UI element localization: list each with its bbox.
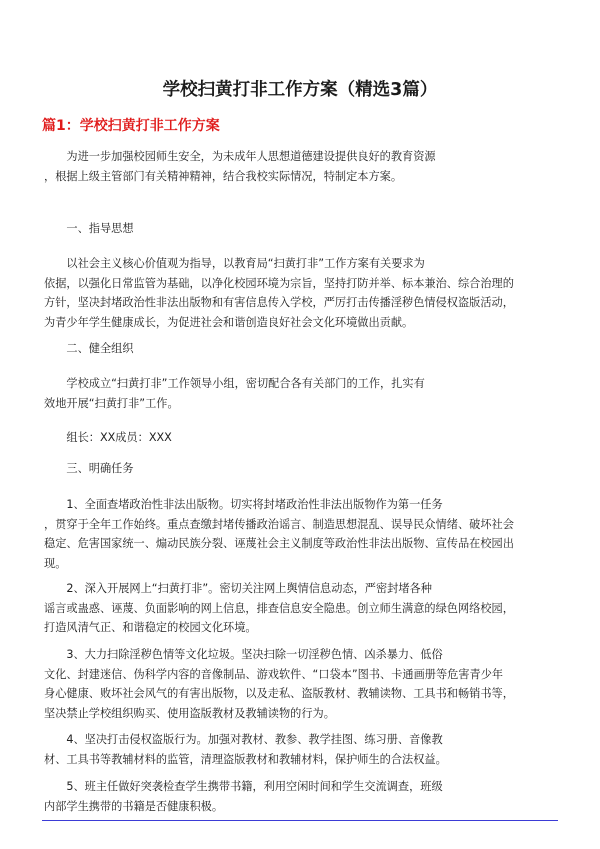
text-line: 4、坚决打击侵权盗版行为。加强对教材、教参、教学挂图、练习册、音像教 xyxy=(44,733,443,746)
paragraph-task-2 xyxy=(44,579,564,638)
text-line: 组长：XX成员：XXX xyxy=(44,431,172,444)
paragraph-task-3 xyxy=(44,645,564,723)
text-line: 效地开展“扫黄打非”工作。 xyxy=(44,396,179,410)
text-line: 依据，以强化日常监管为基础，以净化校园环境为宗旨，坚持打防并举、标本兼治、综合治理的 xyxy=(44,276,514,290)
text-line: 文化、封建迷信、伪科学内容的音像制品、游戏软件、“口袋本”图书、卡通画册等危害青少年 xyxy=(44,667,504,681)
paragraph-task-5 xyxy=(44,777,564,816)
text-line: 1、全面查堵政治性非法出版物。切实将封堵政治性非法出版物作为第一任务 xyxy=(44,498,443,511)
text-line: 身心健康、败坏社会风气的有害出版物，以及走私、盗版教材、教辅读物、工具书和畅销书等， xyxy=(44,687,514,700)
text-line: 为青少年学生健康成长，为促进社会和谐创造良好社会文化环境做出贡献。 xyxy=(44,315,414,329)
text-line: 以社会主义核心价值观为指导，以教育局“扫黄打非”工作方案有关要求为 xyxy=(44,257,425,270)
text-line: ，根据上级主管部门有关精神精神，结合我校实际情况，特制定本方案。 xyxy=(44,169,403,183)
article-heading: 篇1：学校扫黄打非工作方案 xyxy=(42,118,220,134)
text-line: 学校成立“扫黄打非”工作领导小组，密切配合各有关部门的工作，扎实有 xyxy=(44,377,425,390)
paragraph-task-4 xyxy=(44,730,564,769)
paragraph-task-1 xyxy=(44,495,564,573)
heading-tasks xyxy=(44,459,564,479)
paragraph-guiding-thought xyxy=(44,254,564,332)
text-line: 材、工具书等教辅材料的监管，清理盗版教材和教辅材料，保护师生的合法权益。 xyxy=(44,752,447,766)
text-line: ，贯穿于全年工作始终。重点查缴封堵传播政治谣言、制造思想混乱、误导民众情绪、破坏社会 xyxy=(44,517,514,531)
page-title: 学校扫黄打非工作方案（精选3篇） xyxy=(162,80,438,100)
text-line: 3、大力扫除淫秽色情等文化垃圾。坚决扫除一切淫秽色情、凶杀暴力、低俗 xyxy=(44,648,443,661)
heading-guiding-thought xyxy=(44,219,564,239)
heading-organization xyxy=(44,339,564,359)
footer-divider xyxy=(42,820,558,821)
text-line: 打造风清气正、和谐稳定的校园文化环境。 xyxy=(44,621,257,634)
paragraph-organization xyxy=(44,374,564,413)
text-line: 内部学生携带的书籍是否健康积极。 xyxy=(44,799,224,813)
text-line: 二、健全组织 xyxy=(44,342,134,355)
text-line: 2、深入开展网上“扫黄打非”。密切关注网上舆情信息动态，严密封堵各种 xyxy=(44,582,432,595)
text-line: 三、明确任务 xyxy=(44,462,134,475)
text-line: 方针，坚决封堵政治性非法出版物和有害信息传入学校，严厉打击传播淫秽色情侵权盗版活动， xyxy=(44,296,514,309)
text-line: 坚决禁止学校组织购买、使用盗版教材及教辅读物的行为。 xyxy=(44,706,335,720)
text-line: 稳定、危害国家统一、煽动民族分裂、诬蔑社会主义制度等政治性非法出版物、宣传品在校园出 xyxy=(44,537,514,550)
text-line: 为进一步加强校园师生安全，为未成年人思想道德建设提供良好的教育资源 xyxy=(44,150,436,163)
text-line: 现。 xyxy=(44,556,67,570)
text-line: 一、指导思想 xyxy=(44,222,134,235)
text-line: 5、班主任做好突袭检查学生携带书籍，利用空闲时间和学生交流调查，班级 xyxy=(44,780,443,793)
paragraph-intro xyxy=(44,147,564,186)
text-line: 谣言或蛊惑、诬蔑、负面影响的网上信息，排查信息安全隐患。创立师生满意的绿色网络校园， xyxy=(44,601,514,615)
paragraph-members xyxy=(44,428,564,448)
